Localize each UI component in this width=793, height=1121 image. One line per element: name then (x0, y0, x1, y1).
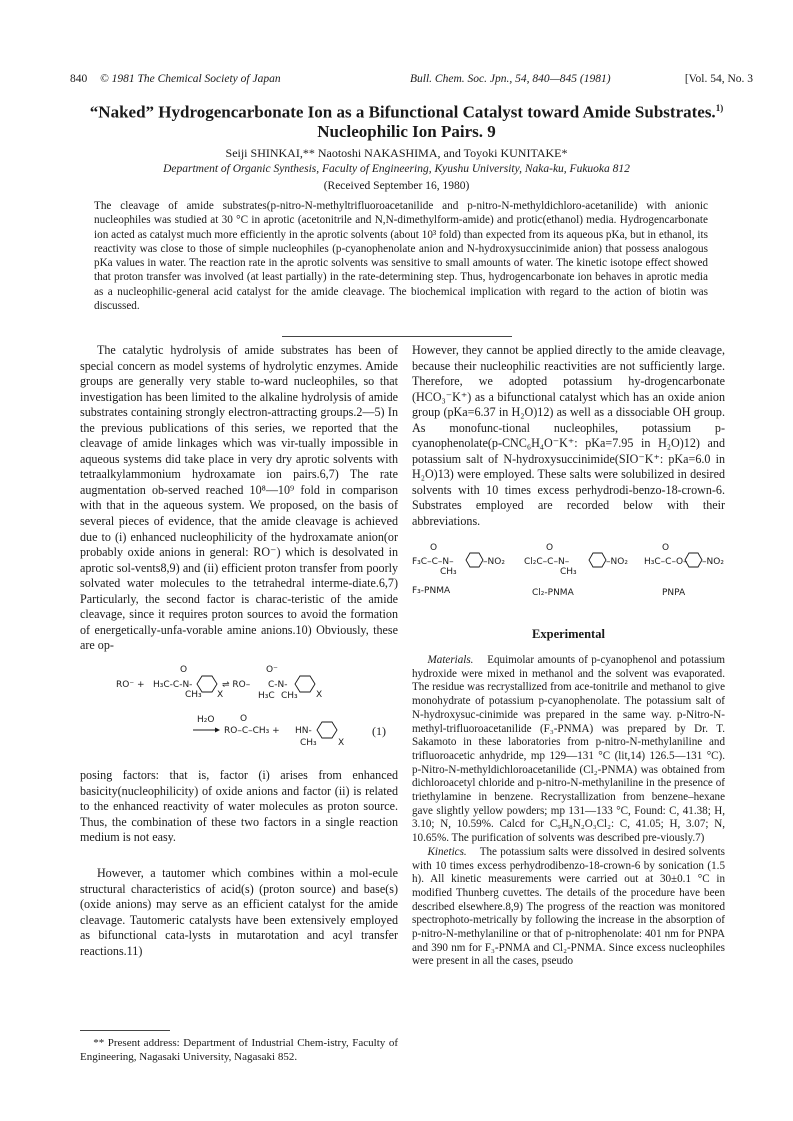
scheme-ch3-2: CH₃ (281, 691, 298, 701)
title-main: “Naked” Hydrogencarbonate Ion as a Bifunctional Catalyst toward Amide Substrates. (89, 102, 716, 122)
kinetics-text: The potassium salts were dissolved in desired solvents with 10 times excess perhydrodibenzo-18-crown-6 by sonication (1.5 h). All kinetic measurements were carried out at 30±0.1 °C in modified Thunberg cuvettes. The details of the procedure have been described elsewhere.8,9) The progress of the reaction was monitored spectrophoto-metrically by following the increase in the absorption of p-nitro-N-methylaniline or that of p-nitrophenolate: 401 nm for PNPA and 390 nm for F₃-PNMA and Cl₂-PNMA. Since excess nucleophiles were present in all the cases, pseudo (412, 845, 725, 968)
volume-info: [Vol. 54, No. 3 (684, 73, 753, 85)
struct-no2-3: –NO₂ (702, 557, 724, 567)
substrate-structures (412, 543, 725, 605)
footnote-text: ** Present address: Department of Industrial Chem-istry, Faculty of Engineering, Nagasaki University, Nagasaki 852. (80, 1037, 398, 1063)
footnote (80, 1036, 398, 1064)
running-header (70, 73, 753, 89)
scheme-ch3-1: CH₃ (185, 690, 202, 700)
scheme-ro-minus: RO⁻ + (116, 680, 145, 690)
struct-o-1: O (430, 543, 438, 553)
intro-paragraph-1 (80, 343, 398, 654)
benzene-ring-2 (295, 676, 315, 692)
equation-number: (1) (372, 724, 386, 738)
scheme-x-1: X (217, 690, 224, 700)
struct-no2-1: –NO₂ (483, 557, 505, 567)
materials-paragraph (412, 654, 725, 846)
scheme-arrowhead (215, 728, 220, 733)
scheme-ominus: O⁻ (266, 665, 278, 675)
scheme-amine: HN- (295, 726, 312, 736)
struct-no2-2: –NO₂ (606, 557, 628, 567)
paper-title (80, 99, 733, 141)
abstract-divider (282, 336, 512, 337)
struct-cl2-formula: Cl₂C–C–N– (524, 557, 570, 567)
struct-f3-formula: F₃C–C–N– (412, 557, 454, 567)
author-list: Seiji SHINKAI,** Naotoshi NAKASHIMA, and Toyoki KUNITAKE* (225, 146, 568, 160)
struct-ch3-2: CH₃ (560, 567, 577, 577)
scheme-ch3-3: CH₃ (300, 738, 317, 748)
body-text: posing factors: that is, factor (i) arises from enhanced basicity(nucleophilicity) of oxide anions and factor (ii) is related to the enhanced reactivity of water molecules as proton source. Thus, the combination of these two factors in a single reaction medium is not easy. (80, 768, 398, 845)
struct-cl2-label: Cl₂-PNMA (532, 588, 574, 598)
scheme-x-2: X (316, 690, 323, 700)
benzene-ring-cl2 (589, 553, 606, 567)
struct-pnpa-label: PNPA (662, 588, 686, 598)
abstract: The cleavage of amide substrates(p-nitro-N-methyltrifluoroacetanilide and p-nitro-N-methyldichloro-acetanilide) with anionic nucleophiles was studied at 30 °C in aprotic (acetonitrile and N,N-dimethylform-amide) and protic(ethanol) media. Hydrogencarbonate ion acted as catalyst much more efficiently in the aprotic solvents (about 10³ fold) than expected from its aqueous pKa, but in ethanol, its reactivity was close to those of simple nucleophiles (p-cyanophenolate anion and N-hydroxysuccinimide anion) that possess analogous pKa values in water. The reaction rate in the aprotic solvents was sensitive to small amounts of water. The kinetic isotope effect showed that proton transfer was involved (at least partially) in the rate-determining step. Thus, hydrogencarbonate ion behaves in aprotic media as a nucleophilic-general acid catalyst for the amide cleavage. The biochemical implication with regard to the action of biotin was discussed. (94, 200, 708, 313)
scheme-equilibrium: ⇌ RO– (222, 680, 251, 690)
intro-paragraph-4 (412, 343, 725, 530)
benzene-ring-3 (317, 722, 337, 738)
copyright-line: © 1981 The Chemical Society of Japan (100, 73, 281, 85)
intro-paragraph-2 (80, 768, 398, 846)
benzene-ring-pnpa (685, 553, 702, 567)
scheme-water: H₂O (197, 715, 215, 725)
materials-label: Materials. (427, 654, 474, 666)
scheme-h3c: H₃C (258, 691, 275, 701)
title-series: Nucleophilic Ion Pairs. 9 (317, 121, 496, 141)
materials-text: Equimolar amounts of p-cyanophenol and potassium hydroxide were mixed in methanol and the solvent was evaporated. The residue was recrystallized from ace-tonitrile and methanol to give monohydrate of potassium p-cyanophenolate. The potassium salt of N-hydroxysuc-cinimide was prepared in the same way. p-Nitro-N-methyl-trifluoroacetanilide (F₃-PNMA) was prepared by Dr. T. Sakamoto in these laboratories from p-nitro-N-methylaniline and trifluoroacetic anhydride, mp 129—131 °C (lit,14) 126.5—131 °C). p-Nitro-N-methyldichloroacetanilide (Cl₂-PNMA) was obtained from dichloroacetyl chloride and p-nitro-N-methylaniline in the presence of triethylamine in benzene. Recrystallization from benzene–hexane gave slightly yellow powders; mp 131—133 °C, Found: C, 41.38; H, 3.10; N, 10.59%. Calcd for C₉H₈N₂O₃Cl₂: C, 41.05; H, 3.07; N, 10.65%. The purification of solvents was described pre-viously.7) (412, 654, 726, 845)
section-heading-experimental: Experimental (532, 627, 605, 641)
struct-o-3: O (662, 543, 670, 553)
affiliation: Department of Organic Synthesis, Faculty of Engineering, Kyushu University, Naka-ku, Fukuoka 812 (163, 163, 630, 175)
body-text: However, they cannot be applied directly to the amide cleavage, because their nucleophilic reactivities are not sufficiently large. Therefore, we adopted potassium hy-drogencarbonate (HCO₃⁻K⁺) as a bifunctional catalyst which has an oxide anion group (pKa=6.37 in H₂O)12) as well as a dissociable OH group. As monofunc-tional nucleophiles, potassium p-cyanophenolate(p-CNC₆H₄O⁻K⁺: pKa=7.95 in H₂O)12) and potassium salt of N-hydroxysuccinimide(SIO⁻K⁺: pKa=6.0 in H₂O)13) were employed. These salts were solubilized in desired solvents with 10 times excess perhydrodi-benzo-18-crown-6. Substrates employed are recorded below with their abbreviations. (412, 343, 725, 529)
journal-citation: Bull. Chem. Soc. Jpn., 54, 840—845 (1981) (410, 73, 611, 85)
kinetics-paragraph (412, 846, 725, 969)
received-date: (Received September 16, 1980) (323, 180, 470, 192)
title-reference: 1) (715, 103, 724, 113)
benzene-ring-f3 (466, 553, 483, 567)
body-text: However, a tautomer which combines within a mol-ecule structural characteristics of acid(s) (proton source) and base(s) (oxide anions) may serve as an efficient catalyst for the amide cleavage. Tautomeric catalysts have been extensively employed as bifunctional cata-lysts in mutarotation and acyl transfer reactions.11) (80, 866, 398, 958)
struct-f3-label: F₃-PNMA (412, 586, 451, 596)
scheme-product-ester: RO–C–CH₃ + (224, 726, 280, 736)
benzene-ring-1 (197, 676, 217, 692)
reaction-scheme-1 (80, 665, 398, 765)
struct-ch3-1: CH₃ (440, 567, 457, 577)
footnote-divider (80, 1030, 170, 1031)
kinetics-label: Kinetics. (427, 845, 467, 858)
intro-paragraph-3 (80, 866, 398, 959)
struct-pnpa-formula: H₃C–C–O– (644, 557, 688, 567)
scheme-reactant: H₃C-C-N- (153, 680, 193, 690)
scheme-intermediate: C-N- (268, 680, 288, 690)
scheme-o-1: O (180, 665, 188, 675)
body-text: The catalytic hydrolysis of amide substrates has been of special concern as model systems of hydrolytic enzymes. Amide groups are generally very stable to-ward nucleophiles, so that investigation has been limited to the alkaline hydrolysis of amide substrates containing strongly electron-attracting groups.2—5) In the previous publications of this series, we reported that the cleavage of amide linkages which was vir-tually impossible in aqueous systems did take place in very dry aprotic solvents with tetraalkylammonium hydroxamate ion pairs.6,7) The rate augmentation ob-served reached 10⁸—10⁹ fold in comparison with that in the aqueous system. We proposed, on the basis of several pieces of evidence, that the amide cleavage is achieved due to (i) enhanced nucleophilicity of the hydroxamate anion(or probably oxide anions in general: RO⁻) which is desolvated in aprotic sol-vents8,9) and (ii) efficient proton transfer from poorly solvated water molecules to the tetrahedral interme-diate.6,7) Particularly, the second factor is charac-teristic of the amide cleavage, since it requires proton sources to avoid the formation of energetically-unfa-vorable amine anions.10) Obviously, these are op- (80, 343, 398, 653)
scheme-x-3: X (338, 738, 345, 748)
experimental-section (412, 654, 725, 969)
struct-o-2: O (546, 543, 554, 553)
page-number: 840 (70, 73, 88, 85)
scheme-o-2: O (240, 714, 248, 724)
